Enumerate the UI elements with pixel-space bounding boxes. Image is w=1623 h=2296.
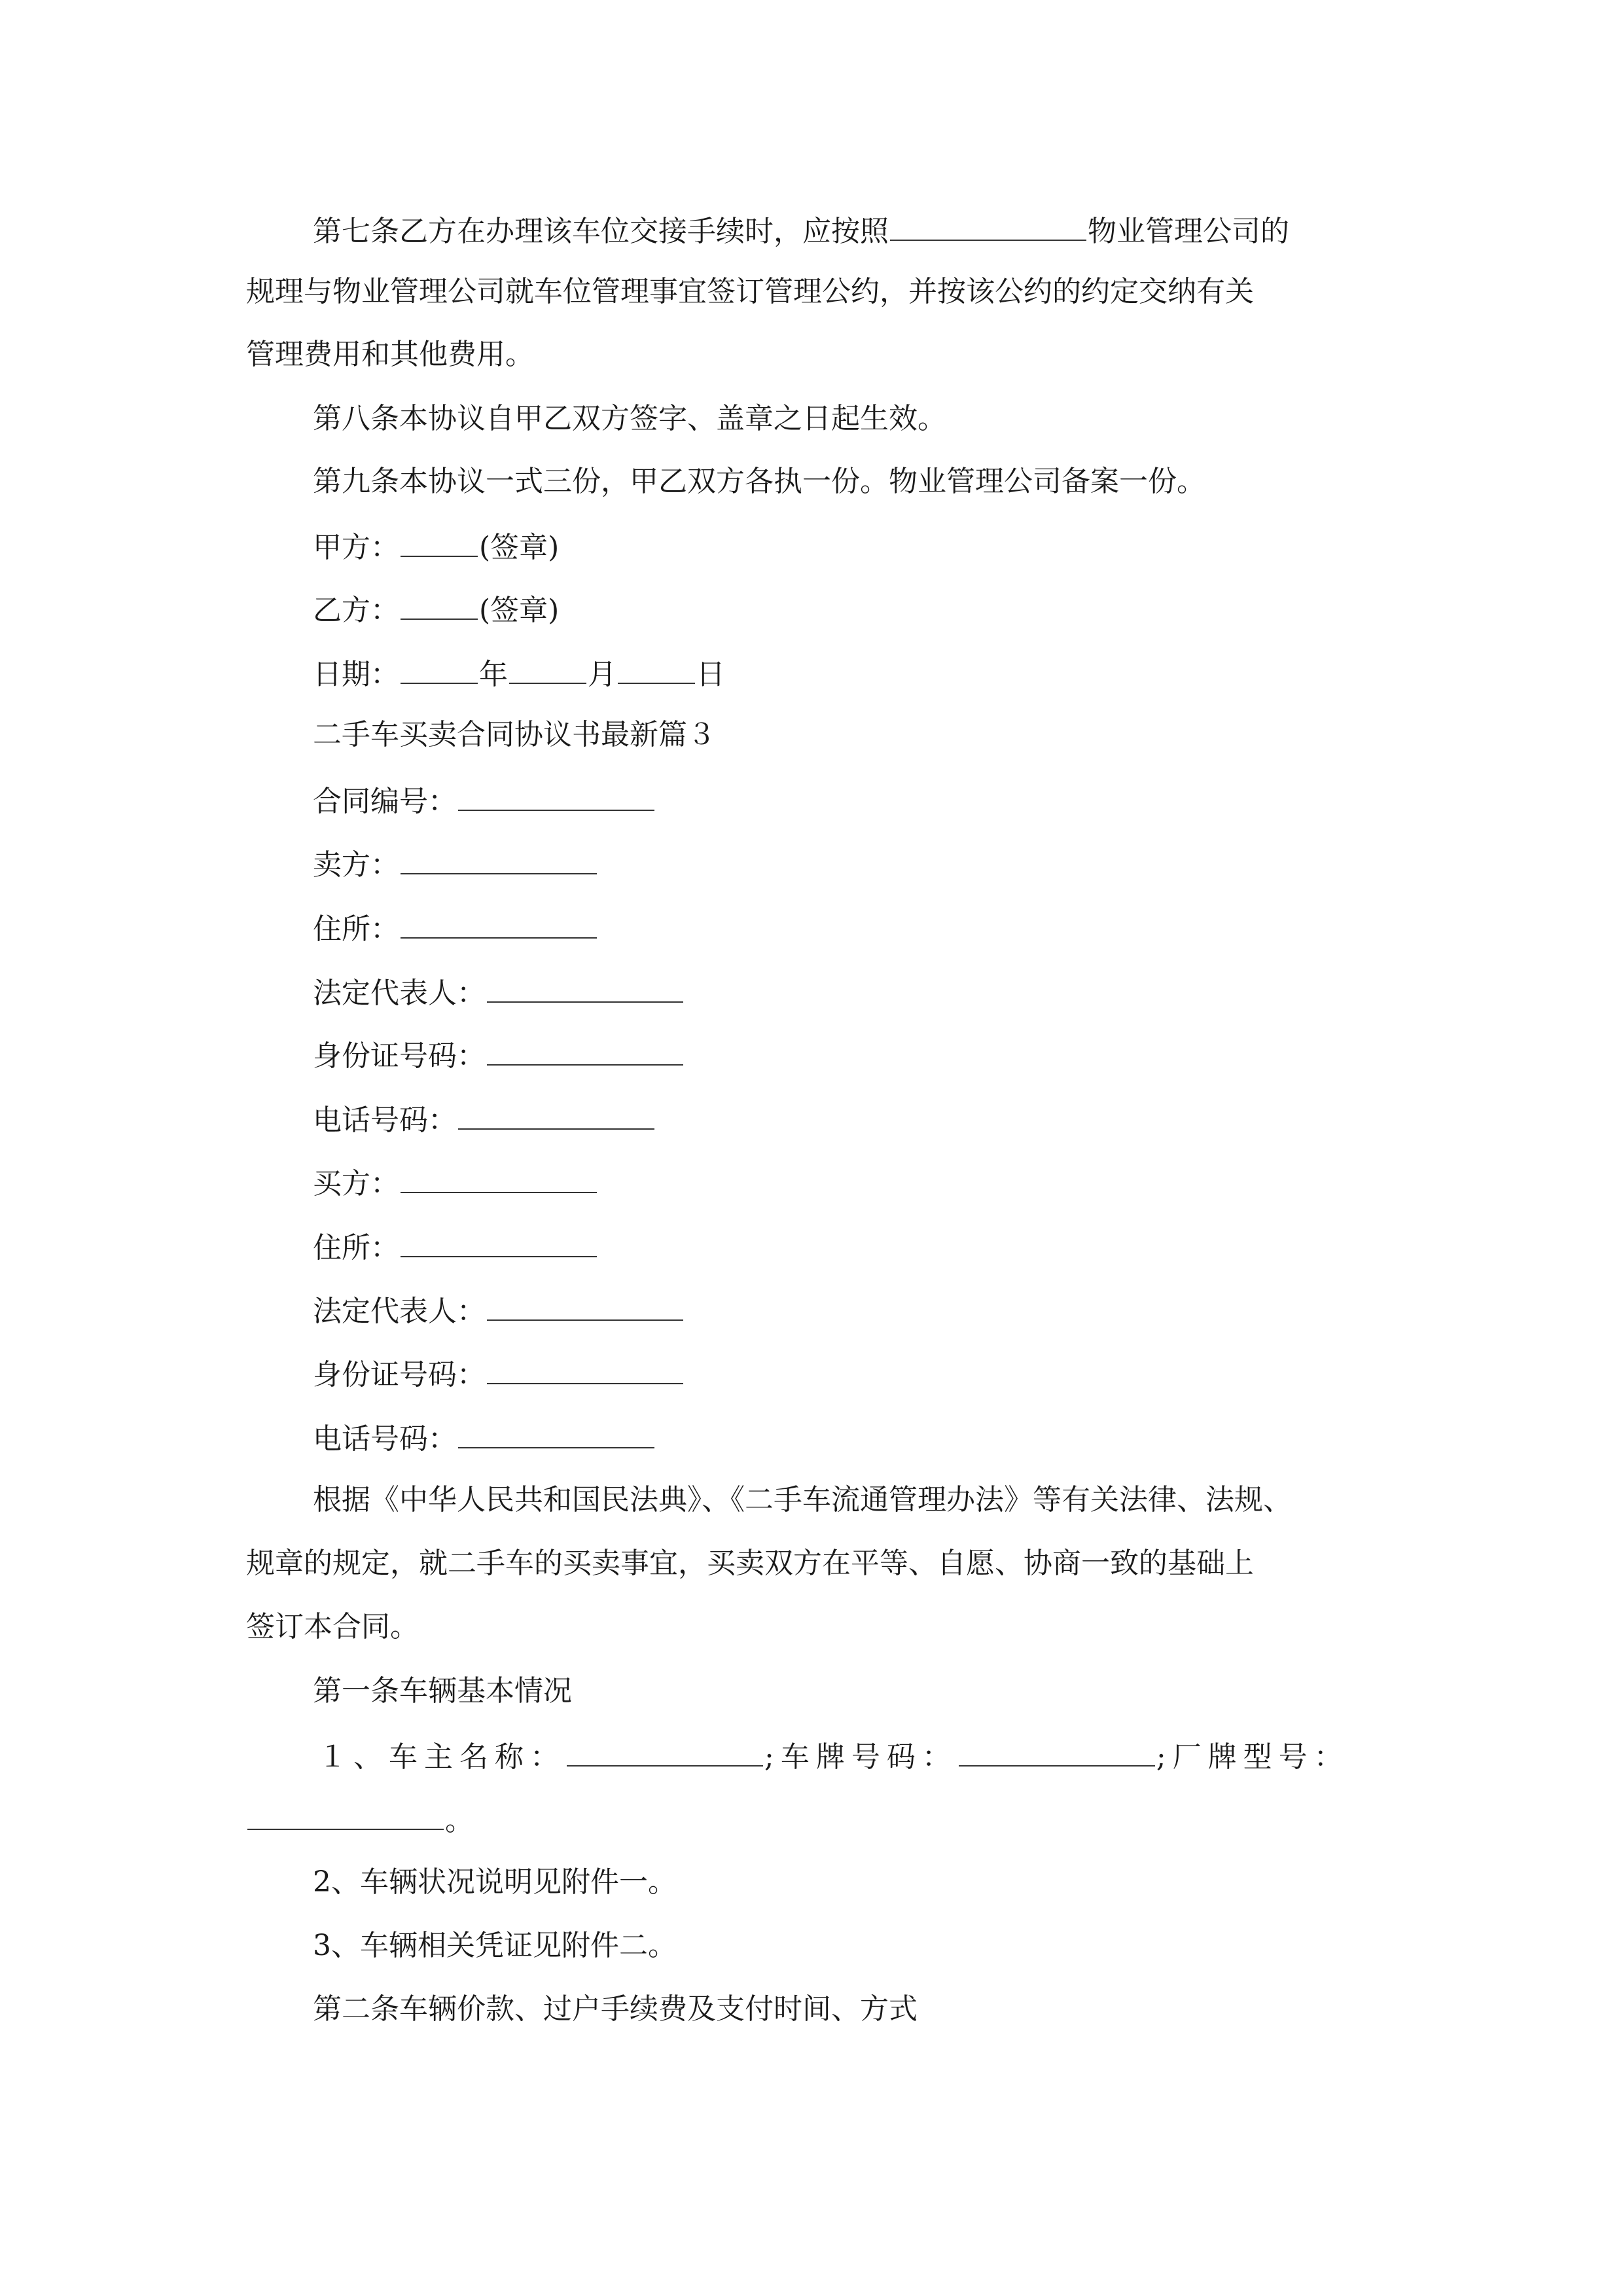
blank-field [458, 1098, 654, 1130]
buyer-id-field: 身份证号码： [313, 1353, 685, 1392]
preamble-line1: 根据《中华人民共和国民法典》、《二手车流通管理办法》等有关法律、法规、 [313, 1483, 1292, 1516]
seller-legal-rep-field: 法定代表人： [313, 971, 685, 1011]
art7-line3: 管理费用和其他费用。 [246, 338, 534, 371]
blank-field [618, 653, 695, 684]
party-a-signature: 甲方： (签章) [313, 526, 559, 565]
art1-item2: 2、车辆状况说明见附件一。 [313, 1865, 677, 1899]
signature-date: 日期： 年 月 日 [313, 653, 725, 692]
blank-field [401, 526, 478, 557]
art1-item3: 3、车辆相关凭证见附件二。 [313, 1929, 677, 1962]
art9: 第九条本协议一式三份，甲乙双方各执一份。物业管理公司备案一份。 [313, 465, 1205, 498]
blank-field [401, 907, 597, 939]
buyer-address-field: 住所： [313, 1226, 598, 1265]
art1-item1-continued: 。 [246, 1799, 474, 1838]
contract-number-field: 合同编号： [313, 780, 656, 819]
blank-field [401, 843, 597, 874]
seller-phone-field: 电话号码： [313, 1098, 656, 1138]
blank-field [247, 1799, 444, 1830]
preamble-line3: 签订本合同。 [246, 1610, 419, 1643]
preamble-line2: 规章的规定，就二手车的买卖事宜，买卖双方在平等、自愿、协商一致的基础上 [246, 1547, 1254, 1580]
art7-line2: 规理与物业管理公司就车位管理事宜签订管理公约，并按该公约的约定交纳有关 [246, 275, 1254, 308]
buyer-field: 买方： [313, 1162, 598, 1201]
section-heading: 二手车买卖合同协议书最新篇３ [313, 718, 716, 751]
blank-field [567, 1735, 763, 1767]
blank-field [487, 1353, 683, 1384]
blank-field [401, 1226, 597, 1257]
blank-field [401, 588, 478, 620]
seller-id-field: 身份证号码： [313, 1034, 685, 1073]
blank-field [890, 209, 1086, 241]
blank-field [487, 971, 683, 1003]
art7-line1: 第七条乙方在办理该车位交接手续时，应按照 物业管理公司的 [313, 209, 1289, 249]
seller-field: 卖方： [313, 843, 598, 882]
buyer-phone-field: 电话号码： [313, 1417, 656, 1456]
party-b-signature: 乙方： (签章) [313, 588, 559, 628]
blank-field [458, 780, 654, 811]
blank-field [401, 653, 478, 684]
buyer-legal-rep-field: 法定代表人： [313, 1289, 685, 1329]
art8: 第八条本协议自甲乙双方签字、盖章之日起生效。 [313, 402, 946, 435]
seller-address-field: 住所： [313, 907, 598, 946]
art1-item1: １、车主名称： ;车牌号码： ;厂牌型号： [318, 1735, 1349, 1774]
blank-field [509, 653, 586, 684]
blank-field [401, 1162, 597, 1193]
blank-field [959, 1735, 1155, 1767]
blank-field [487, 1034, 683, 1066]
art2-title: 第二条车辆价款、过户手续费及支付时间、方式 [313, 1992, 918, 2026]
art1-title: 第一条车辆基本情况 [313, 1674, 572, 1708]
blank-field [487, 1289, 683, 1321]
blank-field [458, 1417, 654, 1448]
